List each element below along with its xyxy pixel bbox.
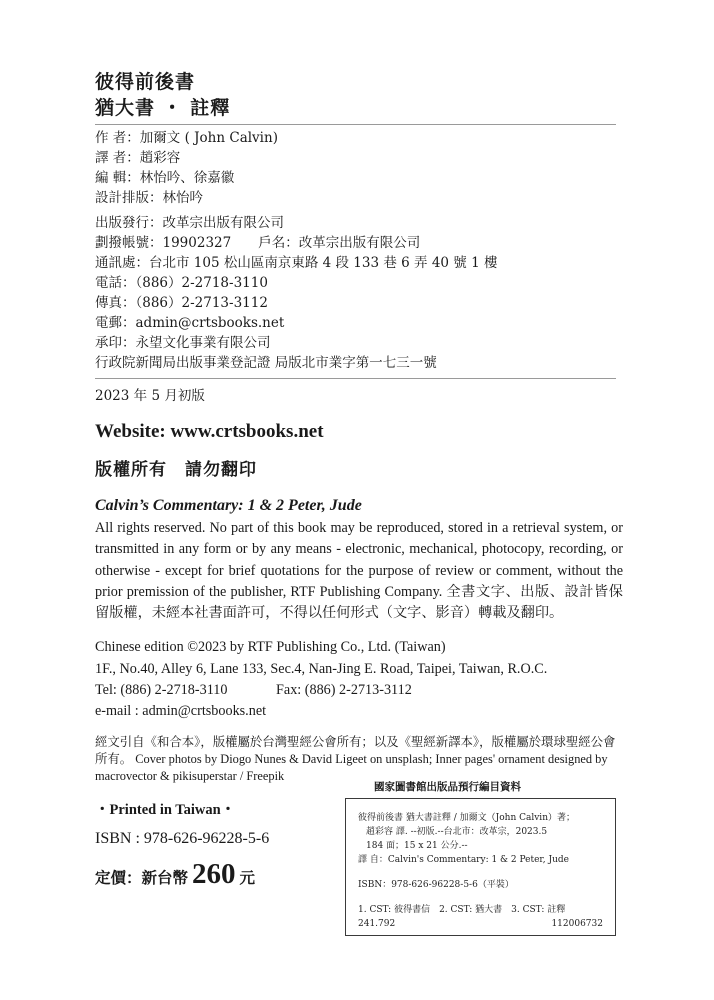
cip-line-2: 趙彩容 譯. --初版.--台北市：改革宗，2023.5: [366, 827, 548, 837]
credit-editor: 編 輯：林怡吟、徐嘉徽: [95, 170, 235, 186]
english-address-line: 1F., No.40, Alley 6, Lane 133, Sec.4, Nan-Jing E. Road, Taipei, Taiwan, R.O.C.: [95, 661, 548, 677]
cip-line-3: 184 面；15 x 21 公分.--: [366, 841, 468, 851]
english-book-title: Calvin’s Commentary: 1 & 2 Peter, Jude: [95, 497, 362, 514]
email-line: 電郵：admin@crtsbooks.net: [95, 315, 285, 331]
credit-designer: 設計排版：林怡吟: [95, 190, 203, 206]
cip-record-box: [345, 798, 616, 936]
publisher-line: 出版發行：改革宗出版有限公司: [95, 215, 284, 231]
english-tel: Tel: (886) 2-2718-3110: [95, 682, 228, 698]
rights-paragraph: All rights reserved. No part of this book may be reproduced, stored in a retrieval system, or transmitted in any form or by any means - electronic, mechanical, photocopy, recording, or otherwise - except for brief quotations for the purpose of review or comment, without the prior premission of the publisher, RTF Publishing Company. 全書文字、出版、設計皆保留版權，未經本社書面許可，不得以任何形式（文字、影音）轉載及翻印。: [95, 520, 623, 622]
edition-line: 2023 年 5 月初版: [95, 388, 205, 404]
price-unit: 元: [239, 869, 256, 887]
cip-line-4: 譯 自：Calvin's Commentary: 1 & 2 Peter, Jude: [358, 855, 569, 865]
website-line: Website: www.crtsbooks.net: [95, 421, 324, 442]
license-line: 行政院新聞局出版事業登記證 局版北市業字第一七三一號: [95, 355, 437, 371]
book-title-line1: 彼得前後書: [95, 71, 196, 93]
english-fax: Fax: (886) 2-2713-3112: [276, 682, 412, 698]
printed-in-taiwan: ・Printed in Taiwan・: [95, 802, 236, 818]
book-title-line2: 猶大書 ・ 註釋: [95, 97, 231, 119]
rights-reserved-zh: 版權所有 請勿翻印: [95, 460, 257, 480]
credit-author: 作 者：加爾文 ( John Calvin): [95, 130, 278, 146]
cip-record-number: 112006732: [551, 919, 603, 929]
address-line: 通訊處：台北市 105 松山區南京東路 4 段 133 巷 6 弄 40 號 1 樓: [95, 255, 498, 271]
divider: [95, 124, 616, 125]
credit-translator: 譯 者：趙彩容: [95, 150, 181, 166]
price-line: [95, 858, 255, 891]
phone-line: 電話：（886）2-2718-3110: [95, 275, 268, 291]
fax-line: 傳真：（886）2-2713-3112: [95, 295, 268, 311]
printer-line: 承印：永望文化事業有限公司: [95, 335, 271, 351]
cip-isbn: ISBN：978-626-96228-5-6（平裝）: [358, 880, 514, 890]
cip-line-1: 彼得前後書 猶大書註釋 / 加爾文（John Calvin）著；: [358, 813, 575, 823]
giro-line: 劃撥帳號：19902327 戶名：改革宗出版有限公司: [95, 235, 421, 251]
english-email: e-mail : admin@crtsbooks.net: [95, 703, 267, 719]
scripture-credit-note: 經文引自《和合本》，版權屬於台灣聖經公會所有；以及《聖經新譯本》，版權屬於環球聖經公會所有。 Cover photos by Diogo Nunes & David Ligeet on unsplash; Inner pages' ornament designed by macrovector & pikisuperstar / Freepik: [95, 735, 616, 783]
cip-heading: 國家圖書館出版品預行編目資料: [374, 781, 521, 793]
price-amount: 260: [192, 858, 236, 890]
cip-subjects: 1. CST: 彼得書信 2. CST: 猶大書 3. CST: 註釋: [358, 905, 566, 915]
cip-class-number: 241.792: [358, 919, 396, 929]
english-edition-line: Chinese edition ©2023 by RTF Publishing Co., Ltd. (Taiwan): [95, 639, 446, 655]
price-label: 定價：新台幣: [95, 869, 189, 887]
divider: [95, 378, 616, 379]
isbn-line: ISBN : 978-626-96228-5-6: [95, 830, 270, 847]
